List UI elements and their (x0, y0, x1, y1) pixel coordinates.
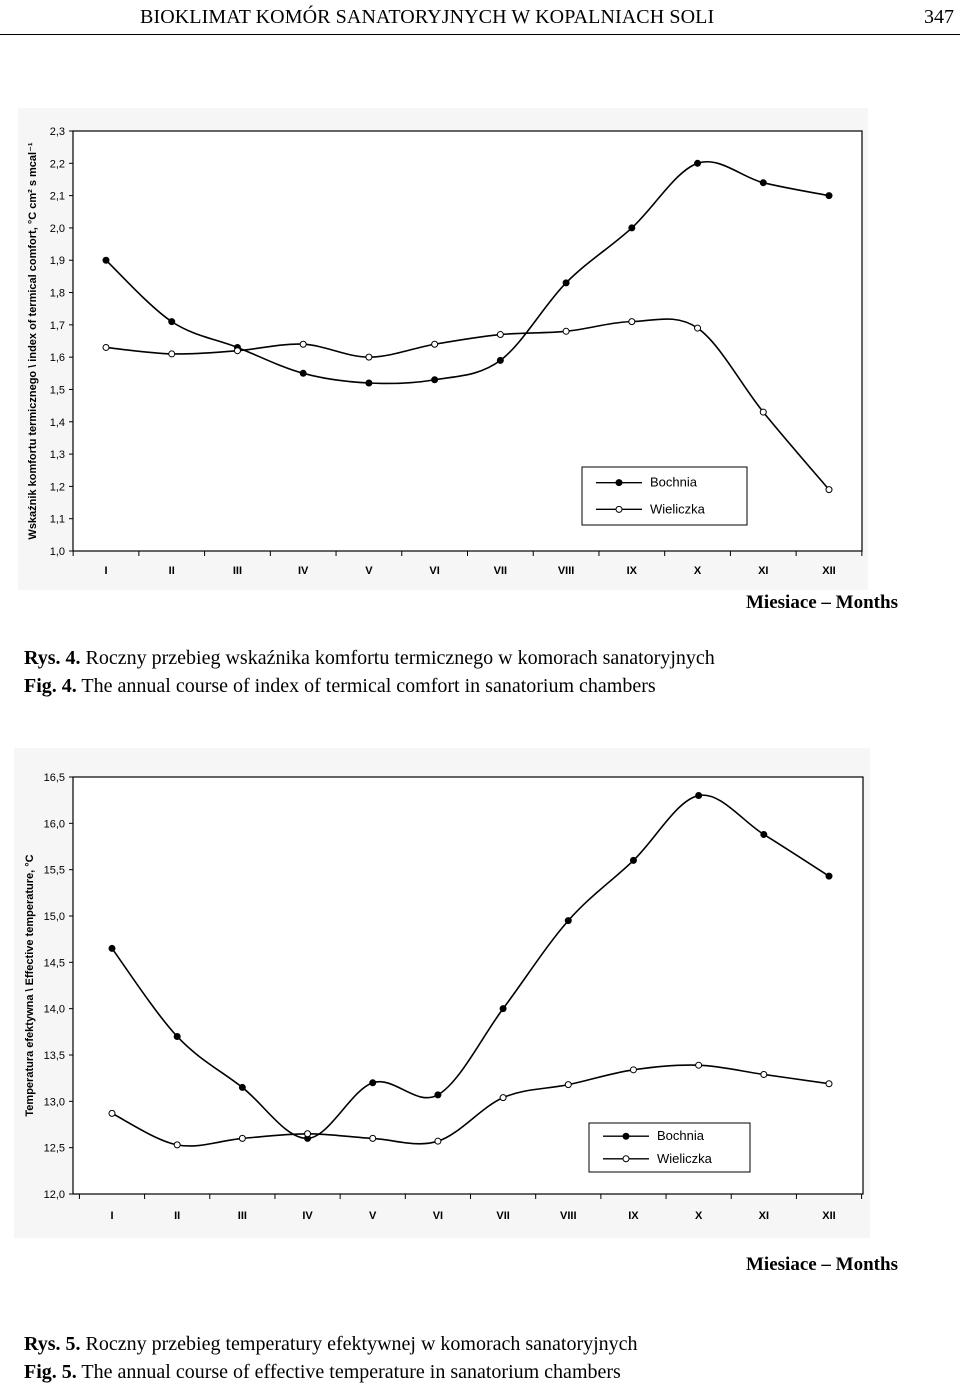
y-tick-label: 14,0 (43, 1003, 65, 1016)
month-label: XI (758, 1210, 770, 1222)
caption-en (24, 1361, 621, 1384)
bochnia-point (695, 160, 701, 166)
bochnia-point (103, 257, 109, 263)
month-label: VII (493, 565, 508, 577)
wieliczka-point (630, 1067, 636, 1073)
wieliczka-point (695, 325, 701, 331)
y-tick-label: 12,5 (43, 1142, 65, 1155)
bochnia-point (174, 1033, 180, 1039)
month-label: VIII (560, 1210, 577, 1222)
caption-en-label: Fig. 4. (24, 675, 77, 697)
legend-bochnia-marker (623, 1133, 629, 1139)
month-label: IV (297, 565, 309, 577)
y-tick-label: 1,8 (49, 287, 65, 300)
bochnia-point (630, 857, 636, 863)
bochnia-point (366, 380, 372, 386)
caption-pl-text: Roczny przebieg temperatury efektywnej w komorach sanatoryjnych (80, 1333, 638, 1355)
wieliczka-point (174, 1142, 180, 1148)
month-label: III (237, 1210, 247, 1222)
wieliczka-point (432, 341, 438, 347)
month-label: I (104, 565, 108, 577)
y-tick-label: 1,3 (49, 449, 65, 462)
y-axis-label: Temperatura efektywna \ Effective temperature, °C (24, 854, 36, 1117)
month-label: IX (626, 565, 638, 577)
wieliczka-point (370, 1135, 376, 1141)
y-tick-label: 13,5 (43, 1050, 65, 1062)
bochnia-point (239, 1084, 245, 1090)
wieliczka-point (563, 328, 569, 334)
wieliczka-point (826, 1081, 832, 1087)
wieliczka-point (761, 1071, 767, 1077)
x-axis-title: Miesiace – Months (746, 1254, 898, 1275)
y-tick-label: 1,2 (49, 481, 65, 494)
bochnia-point (761, 831, 767, 837)
y-tick-label: 1,5 (49, 384, 65, 397)
y-tick-label: 1,6 (49, 352, 65, 365)
legend-bochnia-label: Bochnia (657, 1128, 704, 1144)
bochnia-point (563, 280, 569, 286)
y-tick-label: 2,2 (49, 158, 65, 171)
wieliczka-point (366, 354, 372, 360)
month-label: IX (628, 1210, 639, 1222)
y-tick-label: 16,5 (43, 772, 65, 784)
month-label: II (168, 565, 175, 577)
y-tick-label: 1,9 (49, 255, 65, 268)
bochnia-point (435, 1092, 441, 1098)
wieliczka-point (300, 341, 306, 347)
y-tick-label: 2,0 (49, 222, 65, 235)
wieliczka-point (629, 319, 635, 325)
caption-en-text: The annual course of index of termical comfort in sanatorium chambers (76, 675, 656, 697)
running-title: BIOKLIMAT KOMÓR SANATORYJNYCH W KOPALNIACH SOLI (140, 6, 715, 28)
wieliczka-point (109, 1110, 115, 1116)
month-label: III (232, 565, 243, 577)
bochnia-point (629, 225, 635, 231)
y-tick-label: 1,4 (49, 416, 65, 429)
legend-bochnia-label: Bochnia (650, 474, 697, 490)
y-tick-label: 15,5 (43, 864, 65, 877)
month-label: I (110, 1210, 114, 1222)
x-axis-title: Miesiace – Months (746, 592, 898, 613)
legend-wieliczka-label: Wieliczka (650, 501, 705, 517)
month-label: VIII (557, 565, 575, 577)
legend-bochnia-marker (616, 480, 622, 486)
bochnia-point (169, 319, 175, 325)
y-tick-label: 1,7 (49, 319, 65, 332)
y-tick-label: 1,0 (49, 546, 65, 558)
bochnia-point (565, 918, 571, 924)
y-tick-label: 12,0 (43, 1189, 65, 1201)
bochnia-point (432, 377, 438, 383)
caption-en-label: Fig. 5. (24, 1361, 77, 1383)
caption-pl-label: Rys. 5. (24, 1333, 81, 1355)
month-label: X (693, 565, 702, 577)
wieliczka-point (826, 487, 832, 493)
legend-wieliczka-marker (616, 506, 622, 512)
effective-temperature-chart (0, 700, 960, 1392)
month-label: V (369, 1210, 377, 1222)
caption-pl (24, 1333, 638, 1356)
wieliczka-point (696, 1062, 702, 1068)
wieliczka-point (497, 332, 503, 338)
month-label: VI (429, 565, 440, 577)
bochnia-point (760, 180, 766, 186)
wieliczka-point (103, 344, 109, 350)
bochnia-point (500, 1006, 506, 1012)
bochnia-point (826, 873, 832, 879)
month-label: XI (758, 565, 769, 577)
wieliczka-point (565, 1082, 571, 1088)
wieliczka-point (500, 1095, 506, 1101)
legend-wieliczka-marker (623, 1156, 629, 1162)
bochnia-point (696, 793, 702, 799)
month-label: VII (496, 1210, 510, 1222)
caption-en-text: The annual course of effective temperature in sanatorium chambers (76, 1361, 621, 1383)
month-label: XII (822, 565, 836, 577)
bochnia-point (109, 945, 115, 951)
month-label: XII (822, 1210, 836, 1222)
y-tick-label: 16,0 (43, 818, 65, 831)
month-label: VI (432, 1210, 444, 1222)
caption-pl (24, 647, 715, 670)
caption-en (24, 675, 656, 698)
y-tick-label: 1,1 (49, 513, 65, 526)
wieliczka-point (239, 1135, 245, 1141)
y-tick-label: 2,1 (49, 190, 65, 203)
bochnia-point (826, 193, 832, 199)
wieliczka-point (760, 409, 766, 415)
month-label: V (365, 565, 373, 577)
caption-pl-label: Rys. 4. (24, 647, 81, 669)
figure-5 (0, 700, 960, 1392)
wieliczka-point (234, 348, 240, 354)
month-label: X (694, 1210, 703, 1222)
y-axis-label: Wskaźnik komfortu termicznego \ index of termical comfort, °C cm² s mcal⁻¹ (27, 142, 39, 540)
legend-wieliczka-label: Wieliczka (657, 1150, 712, 1166)
bochnia-point (370, 1080, 376, 1086)
wieliczka-point (169, 351, 175, 357)
caption-pl-text: Roczny przebieg wskaźnika komfortu termicznego w komorach sanatoryjnych (80, 647, 715, 669)
y-tick-label: 14,5 (43, 957, 65, 970)
bochnia-point (497, 357, 503, 363)
bochnia-point (300, 370, 306, 376)
y-tick-label: 15,0 (43, 911, 65, 923)
page-number: 347 (924, 6, 954, 28)
wieliczka-point (435, 1138, 441, 1144)
wieliczka-point (305, 1131, 311, 1137)
month-label: IV (302, 1210, 313, 1222)
y-tick-label: 2,3 (49, 126, 65, 138)
month-label: II (174, 1210, 181, 1222)
y-tick-label: 13,0 (43, 1096, 65, 1109)
